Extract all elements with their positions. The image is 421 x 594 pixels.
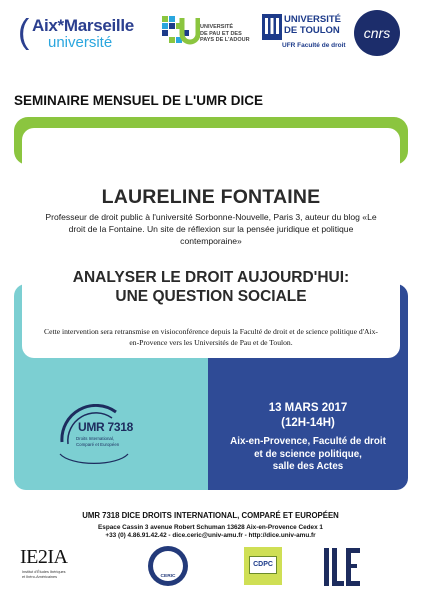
umr-logo-sub2: Comparé et Européen xyxy=(76,441,120,447)
umr-logo-name: UMR 7318 xyxy=(78,420,133,434)
ie2ia-sub2: et Ibéro-Américaines xyxy=(22,574,58,579)
event-date: 13 MARS 2017 xyxy=(268,402,348,414)
ie2ia-logo-subtitle xyxy=(22,570,66,579)
amu-bracket-icon: ( xyxy=(18,13,30,51)
speaker-name: LAURELINE FONTAINE xyxy=(101,186,321,208)
speaker-bio: Professeur de droit public à l'université Sorbonne-Nouvelle, Paris 3, auteur du blog «Le droit de la Fontaine. Un site de réflexion sur la pensée juridique et politique contemporaine» xyxy=(45,212,377,246)
toulon-logo-line2: DE TOULON xyxy=(284,25,340,36)
ceric-logo-text: CERIC xyxy=(160,574,176,579)
cdpc-logo-text: CDPC xyxy=(249,556,277,574)
umr-logo-subtitle xyxy=(76,436,119,447)
toulon-building-icon xyxy=(262,14,282,40)
uppa-mosaic-icon xyxy=(160,14,200,52)
talk-title xyxy=(22,268,400,306)
toulon-logo-line3: UFR Faculté de droit xyxy=(282,42,346,49)
umr-7318-logo xyxy=(54,404,134,474)
broadcast-note: Cette intervention sera retransmise en visioconférence depuis la Faculté de droit et de science politique d'Aix-en-Provence vers les Universités de Pau et de Toulon. xyxy=(44,327,378,347)
umr-logo-sub1: Droits International, xyxy=(76,436,115,441)
event-place xyxy=(212,436,404,474)
event-time: (12H-14H) xyxy=(281,417,335,429)
universite-toulon-logo xyxy=(262,14,348,56)
footer-title: UMR 7318 DICE DROITS INTERNATIONAL, COMPARÉ ET EUROPÉEN xyxy=(82,511,339,520)
cnrs-logo: cnrs xyxy=(354,10,400,56)
amu-logo-line2: université xyxy=(48,34,113,51)
toulon-logo-line1: UNIVERSITÉ xyxy=(284,14,342,25)
footer-contact: +33 (0) 4.86.91.42.42 - dice.ceric@univ-amu.fr - http://dice.univ-amu.fr xyxy=(105,532,316,539)
ie2ia-logo xyxy=(20,546,86,588)
amu-logo-line1: Aix*Marseille xyxy=(32,16,134,35)
ie2ia-logo-text: IE2IA xyxy=(20,546,68,568)
event-place-line3: salle des Actes xyxy=(272,461,344,472)
event-place-line2: et de science politique, xyxy=(254,448,362,460)
cdpc-logo xyxy=(244,547,282,585)
event-place-line1: Aix-en-Provence, Faculté de droit xyxy=(230,436,386,447)
talk-title-line1: ANALYSER LE DROIT AUJOURD'HUI: xyxy=(72,269,350,286)
ile-letters-icon xyxy=(322,546,362,588)
ceric-logo xyxy=(148,546,188,586)
ile-logo xyxy=(322,546,362,588)
aix-marseille-logo xyxy=(18,12,148,56)
uppa-logo-text: UNIVERSITÉ DE PAU ET DES PAYS DE L'ADOUR xyxy=(200,24,250,43)
ie2ia-sub1: Institut d'Études Ibériques xyxy=(22,570,66,574)
seminar-header: SEMINAIRE MENSUEL DE L'UMR DICE xyxy=(14,93,263,108)
talk-title-line2: UNE QUESTION SOCIALE xyxy=(115,288,307,305)
footer-address: Espace Cassin 3 avenue Robert Schuman 13628 Aix-en-Provence Cedex 1 xyxy=(98,524,323,531)
uppa-logo xyxy=(160,14,248,52)
